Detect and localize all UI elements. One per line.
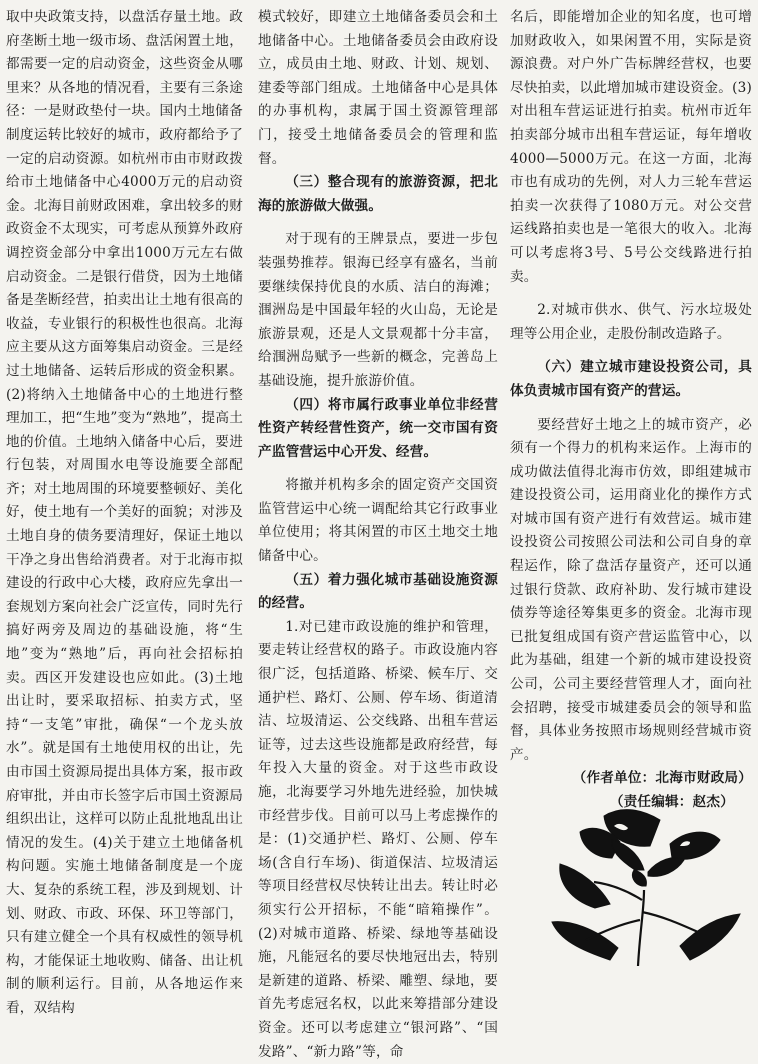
ink-flower-drawing xyxy=(540,800,752,972)
body-paragraph: 名后，即能增加企业的知名度，也可增加财政收入，如果闲置不用，实际是资源浪费。对户外广告标牌经营权，也要尽快拍卖，以此增加城市建设资金。(3)对出租车营运证进行拍卖。杭州市近年拍卖部分城市出租车营运证，每年增收4000—5000万元。在这一方面，北海市也有成功的先例，对人力三轮车营运拍卖一次获得了1080万元。对公交营运线路拍卖也是一笔很大的收入。北海可以考虑将3号、5号公交线路进行拍卖。 xyxy=(510,9,752,285)
author-credit: （作者单位：北海市财政局） xyxy=(572,770,752,787)
column-right xyxy=(510,6,752,815)
body-paragraph: 1.对已建市政设施的维护和管理，要走转让经营权的路子。市政设施内容很广泛，包括道路、桥梁、候车厅、交通护栏、路灯、公厕、停车场、街道清洁、垃圾清运、公交线路、出租车营运证等，过去这些设施都是政府经营，每年投入大量的资金。对于这些市政设施，北海要学习外地先进经验，加快城市经营步伐。目前可以马上考虑操作的是：(1)交通护栏、路灯、公厕、停车场(含自行车场)、街道保洁、垃圾清运等项目经营权尽快转让出去。转让时必须实行公开招标，不能“暗箱操作”。(2)对城市道路、桥梁、绿地等基础设施，凡能冠名的要尽快地冠出去，特别是新建的道路、桥梁、雕塑、绿地，要首先考虑冠名权，以此来筹措部分建设资金。还可以考虑建立“银河路”、“国发路”、“新力路”等，命 xyxy=(258,618,498,1060)
body-paragraph: 对于现有的王牌景点，要进一步包装强势推荐。银海已经享有盛名，当前要继续保持优良的水质、洁白的海滩；涠洲岛是中国最年轻的火山岛，无论是旅游景观，还是人文景观都十分丰富，给涠洲岛赋予一些新的概念，完善岛上基础设施，提升旅游价值。 xyxy=(258,231,498,389)
section-heading-5: （五）着力强化城市基础设施资源的经营。 xyxy=(258,571,498,612)
editor-credit: （责任编辑：赵杰） xyxy=(609,794,734,810)
body-paragraph: 2.对城市供水、供气、污水垃圾处理等公用企业，走股份制改造路子。 xyxy=(510,302,752,342)
column-middle xyxy=(258,6,498,1064)
column-left xyxy=(6,6,243,1021)
body-paragraph: 取中央政策支持，以盘活存量土地。政府垄断土地一级市场、盘活闲置土地，都需要一定的启动资金，这些资金从哪里来？从各地的情况看，主要有三条途径：一是财政垫付一块。国内土地储备制度运转比较好的城市，政府都给予了一定的启动资源。如杭州市由市财政拨给市土地储备中心4000万元的启动资金。北海目前财政困难，拿出较多的财政资金不太现实，可考虑从预算外政府调控资金部分中拿出1000万元左右做启动资金。二是银行借贷，因为土地储备是垄断经营，拍卖出让土地有很高的收益，专业银行的积极性也很高。北海应主要从这方面筹集启动资金。三是经过土地储备、运转后形成的资金积累。(2)将纳入土地储备中心的土地进行整理加工，把“生地”变为“熟地”，提高土地的价值。土地纳入储备中心后，要进行包装，对周围水电等设施要全部配齐；对土地周围的环境要整顿好、美化好，使土地有一个美好的面貌；对涉及土地自身的债务要清理好，保证土地以干净之身出售给消费者。对于北海市拟建设的行政中心大楼，政府应先拿出一套规划方案向社会广泛宣传，同时先行搞好两旁及周边的基础设施，将“生地”变为“熟地”后，再向社会招标拍卖。西区开发建设也应如此。(3)土地出让时，要采取招标、拍卖方式，坚持“一支笔”审批，确保“一个龙头放水”。就是国有土地使用权的出让，先由市国土资源局提出具体方案，报市政府审批，并由市长签字后市国土资源局组织出让，这样可以防止乱批地乱出让情况的发生。(4)关于建立土地储备机构问题。实施土地储备制度是一个庞大、复杂的系统工程，涉及到规划、计划、财政、市政、环保、环卫等部门，只有建立健全一个具有权威性的领导机构，才能保证土地收购、储备、出让机制的顺利运行。目前，从各地运作来看，双结构 xyxy=(6,9,243,1016)
body-paragraph: 要经营好土地之上的城市资产，必须有一个得力的机构来运作。上海市的成功做法值得北海市仿效，即组建城市建设投资公司，运用商业化的操作方式对城市国有资产进行有效营运。城市建设投资公司按照公司法和公司自身的章程运作，除了盘活存量资产，还可以通过银行贷款、政府补助、发行城市建设债券等途径筹集更多的资金。北海市现已批复组成国有资产营运监管中心，以此为基础，组建一个新的城市建设投资公司，公司主要经营管理人才，面向社会招聘，接受市城建委员会的领导和监督，具体业务按照市场规则经营城市资产。 xyxy=(510,416,752,763)
section-heading-3: （三）整合现有的旅游资源，把北海的旅游做大做强。 xyxy=(258,174,498,214)
body-paragraph: 模式较好，即建立土地储备委员会和土地储备中心。土地储备委员会由政府设立，成员由土地、财政、计划、规划、建委等部门组成。土地储备中心是具体的办事机构，隶属于国土资源管理部门，接受土地储备委员会的管理和监督。 xyxy=(258,9,498,167)
body-paragraph: 将撤并机构多余的固定资产交国资监管营运中心统一调配给其它行政事业单位使用；将其闲置的市区土地交土地储备中心。 xyxy=(258,477,498,565)
section-heading-6: （六）建立城市建设投资公司，具体负责城市国有资产的营运。 xyxy=(510,359,752,399)
section-heading-4: （四）将市属行政事业单位非经营性资产转经营性资产，统一交市国有资产监管营运中心开发、经营。 xyxy=(258,396,498,460)
